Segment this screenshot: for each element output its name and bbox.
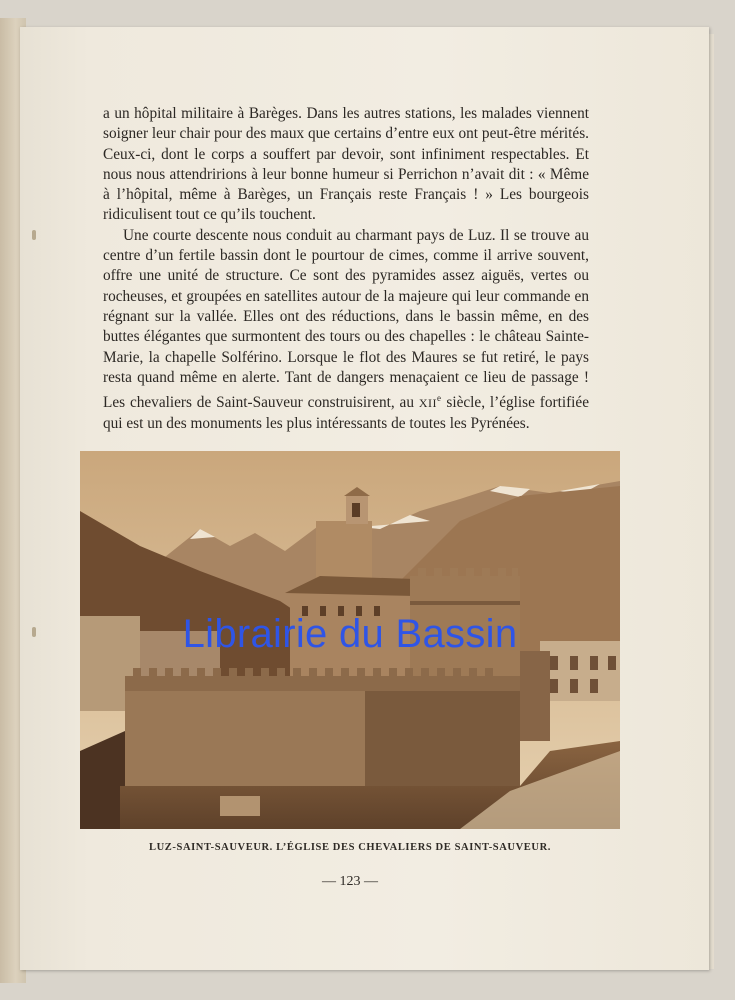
paragraph-2-text-b: siècle, l’église fortifiée qui est un des monuments les plus intéressants de toutes les Pyrénées. bbox=[103, 394, 590, 432]
foreground-stone bbox=[220, 796, 260, 816]
binding-mark bbox=[32, 230, 36, 240]
tower-band bbox=[410, 601, 520, 605]
century-numeral: XII bbox=[418, 396, 438, 411]
paragraph-2-text-a: Une courte descente nous conduit au charmant pays de Luz. Il se trouve au centre d’un fertile bassin dont le pourtour de cimes, comme il arrive souvent, offre une unité de structure. Ce sont des pyramides assez aiguës, vertes ou rocheuses, et groupées en satellites autour de la majeure qui leur commande en régnant sur la vallée. Elles ont des réductions, dans le bassin même, en des buttes élégantes que surmontent des tours ou des chapelles : le château Sainte-Marie, la chapelle Solférino. Lorsque le flot des Maures se fut retiré, le pays resta quand même en alerte. Tant de dangers menaçaient ce lieu de passage ! Les chevaliers de Saint-Sauveur construisirent, au bbox=[103, 226, 589, 412]
paragraph-1: a un hôpital militaire à Barèges. Dans les autres stations, les malades viennent soigner leur chair pour des maux que certains d’entre eux ont peut-être mérités. Ceux-ci, dont le corps a souffert par devoir, sont infiniment respectables. Et nous nous attendririons à leur bonne humeur si Perrichon n’avait dit : « Même à l’hôpital, même à Barèges, un Français reste Français ! » Les bourgeois ridiculisent tout ce qu’ils touchent. bbox=[103, 105, 589, 224]
century-suffix: e bbox=[437, 393, 442, 404]
watermark: Librairie du Bassin bbox=[182, 612, 518, 656]
tower-opening bbox=[352, 503, 360, 517]
page-number: — 123 — bbox=[322, 874, 378, 889]
body-text bbox=[103, 104, 589, 434]
paragraph-2 bbox=[103, 226, 589, 434]
photo-caption: LUZ-SAINT-SAUVEUR. L’ÉGLISE DES CHEVALIERS DE SAINT-SAUVEUR. bbox=[149, 842, 551, 853]
wall-side-face bbox=[365, 691, 520, 786]
wall-front-face bbox=[125, 691, 365, 786]
right-wing-wall bbox=[520, 651, 550, 741]
binding-mark bbox=[32, 627, 36, 637]
